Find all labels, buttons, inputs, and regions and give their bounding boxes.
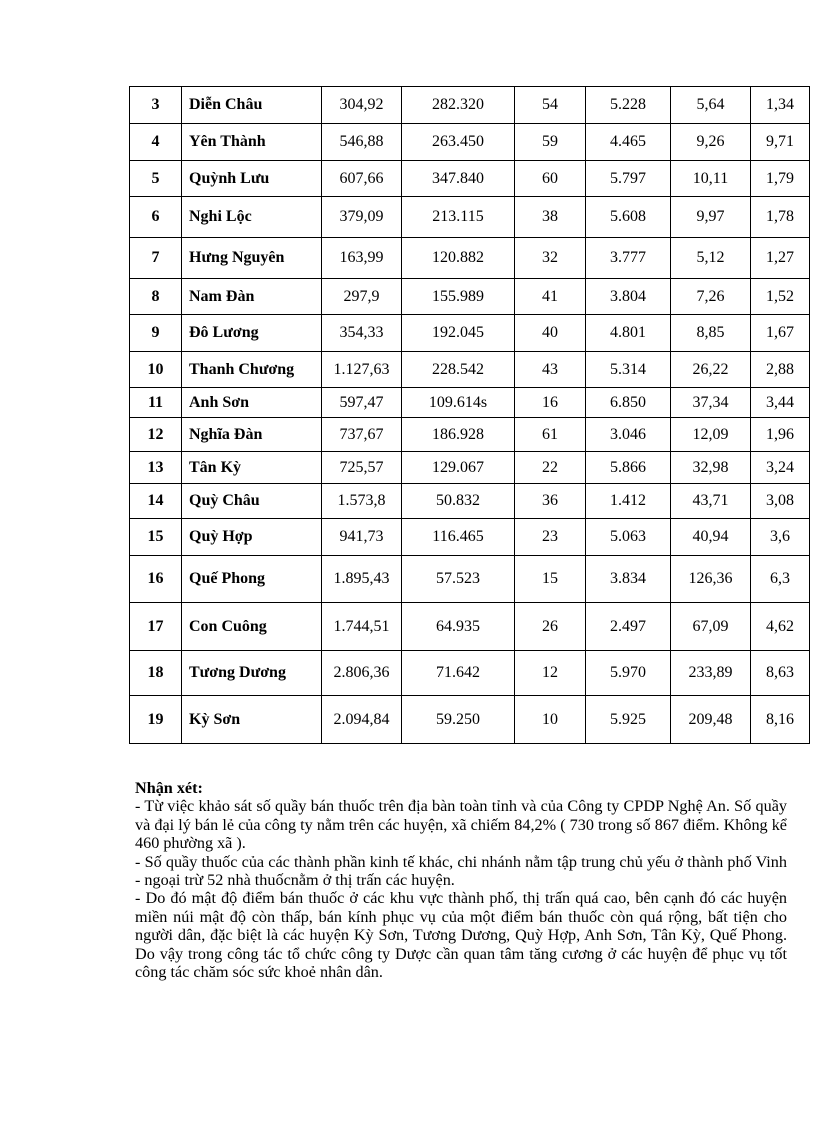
row-number: 4 — [130, 124, 182, 161]
row-number: 19 — [130, 696, 182, 744]
area-cell: 2.094,84 — [322, 696, 402, 744]
table-row — [130, 124, 810, 161]
area-cell: 597,47 — [322, 388, 402, 418]
district-name: Thanh Chương — [182, 352, 322, 388]
area-cell: 2.806,36 — [322, 651, 402, 696]
service-radius-cell: 1,78 — [751, 197, 810, 238]
row-number: 13 — [130, 452, 182, 484]
population-cell: 59.250 — [402, 696, 515, 744]
people-per-outlet-cell: 3.777 — [586, 238, 671, 279]
row-number: 11 — [130, 388, 182, 418]
people-per-outlet-cell: 4.801 — [586, 315, 671, 352]
population-cell: 213.115 — [402, 197, 515, 238]
area-per-outlet-cell: 126,36 — [671, 556, 751, 603]
area-per-outlet-cell: 10,11 — [671, 161, 751, 197]
area-cell: 546,88 — [322, 124, 402, 161]
area-cell: 941,73 — [322, 519, 402, 556]
area-per-outlet-cell: 32,98 — [671, 452, 751, 484]
area-per-outlet-cell: 43,71 — [671, 484, 751, 519]
district-name: Tương Dương — [182, 651, 322, 696]
people-per-outlet-cell: 2.497 — [586, 603, 671, 651]
row-number: 7 — [130, 238, 182, 279]
people-per-outlet-cell: 3.834 — [586, 556, 671, 603]
outlet-count-cell: 59 — [515, 124, 586, 161]
people-per-outlet-cell: 5.228 — [586, 87, 671, 124]
district-name: Nam Đàn — [182, 279, 322, 315]
district-name: Nghĩa Đàn — [182, 418, 322, 452]
service-radius-cell: 1,27 — [751, 238, 810, 279]
people-per-outlet-cell: 5.925 — [586, 696, 671, 744]
district-name: Quỳnh Lưu — [182, 161, 322, 197]
area-cell: 163,99 — [322, 238, 402, 279]
table-row — [130, 315, 810, 352]
population-cell: 263.450 — [402, 124, 515, 161]
row-number: 14 — [130, 484, 182, 519]
people-per-outlet-cell: 3.804 — [586, 279, 671, 315]
outlet-count-cell: 61 — [515, 418, 586, 452]
area-cell: 304,92 — [322, 87, 402, 124]
population-cell: 155.989 — [402, 279, 515, 315]
area-per-outlet-cell: 7,26 — [671, 279, 751, 315]
population-cell: 228.542 — [402, 352, 515, 388]
area-per-outlet-cell: 5,12 — [671, 238, 751, 279]
service-radius-cell: 1,79 — [751, 161, 810, 197]
district-name: Kỳ Sơn — [182, 696, 322, 744]
outlet-count-cell: 43 — [515, 352, 586, 388]
table-row — [130, 603, 810, 651]
people-per-outlet-cell: 5.063 — [586, 519, 671, 556]
table-row — [130, 651, 810, 696]
area-cell: 354,33 — [322, 315, 402, 352]
area-per-outlet-cell: 37,34 — [671, 388, 751, 418]
table-row — [130, 87, 810, 124]
row-number: 16 — [130, 556, 182, 603]
people-per-outlet-cell: 3.046 — [586, 418, 671, 452]
table-row — [130, 161, 810, 197]
row-number: 6 — [130, 197, 182, 238]
district-name: Quỳ Hợp — [182, 519, 322, 556]
district-name: Hưng Nguyên — [182, 238, 322, 279]
table-row — [130, 352, 810, 388]
row-number: 8 — [130, 279, 182, 315]
outlet-count-cell: 16 — [515, 388, 586, 418]
population-cell: 57.523 — [402, 556, 515, 603]
district-name: Tân Kỳ — [182, 452, 322, 484]
population-cell: 116.465 — [402, 519, 515, 556]
people-per-outlet-cell: 5.970 — [586, 651, 671, 696]
area-per-outlet-cell: 12,09 — [671, 418, 751, 452]
people-per-outlet-cell: 1.412 — [586, 484, 671, 519]
outlet-count-cell: 23 — [515, 519, 586, 556]
people-per-outlet-cell: 4.465 — [586, 124, 671, 161]
service-radius-cell: 3,24 — [751, 452, 810, 484]
table-row — [130, 519, 810, 556]
area-per-outlet-cell: 5,64 — [671, 87, 751, 124]
remarks-section — [135, 779, 787, 981]
district-name: Anh Sơn — [182, 388, 322, 418]
outlet-count-cell: 36 — [515, 484, 586, 519]
service-radius-cell: 9,71 — [751, 124, 810, 161]
table-row — [130, 484, 810, 519]
service-radius-cell: 2,88 — [751, 352, 810, 388]
population-cell: 347.840 — [402, 161, 515, 197]
row-number: 15 — [130, 519, 182, 556]
outlet-count-cell: 15 — [515, 556, 586, 603]
people-per-outlet-cell: 5.797 — [586, 161, 671, 197]
row-number: 3 — [130, 87, 182, 124]
table-row — [130, 238, 810, 279]
outlet-count-cell: 60 — [515, 161, 586, 197]
population-cell: 71.642 — [402, 651, 515, 696]
row-number: 5 — [130, 161, 182, 197]
people-per-outlet-cell: 5.608 — [586, 197, 671, 238]
table-row — [130, 418, 810, 452]
outlet-count-cell: 12 — [515, 651, 586, 696]
area-cell: 737,67 — [322, 418, 402, 452]
area-cell: 607,66 — [322, 161, 402, 197]
row-number: 18 — [130, 651, 182, 696]
service-radius-cell: 3,08 — [751, 484, 810, 519]
remarks-paragraph: - Số quầy thuốc của các thành phần kinh tế khác, chi nhánh nằm tập trung chủ yếu ở thành phố Vinh - ngoại trừ 52 nhà thuốcnằm ở thị trấn các huyện. — [135, 852, 787, 890]
district-name: Con Cuông — [182, 603, 322, 651]
area-per-outlet-cell: 8,85 — [671, 315, 751, 352]
area-per-outlet-cell: 233,89 — [671, 651, 751, 696]
outlet-count-cell: 26 — [515, 603, 586, 651]
table-row — [130, 452, 810, 484]
row-number: 10 — [130, 352, 182, 388]
outlet-count-cell: 54 — [515, 87, 586, 124]
service-radius-cell: 8,16 — [751, 696, 810, 744]
outlet-count-cell: 38 — [515, 197, 586, 238]
outlet-count-cell: 41 — [515, 279, 586, 315]
area-per-outlet-cell: 67,09 — [671, 603, 751, 651]
area-cell: 1.895,43 — [322, 556, 402, 603]
service-radius-cell: 3,44 — [751, 388, 810, 418]
row-number: 17 — [130, 603, 182, 651]
outlet-count-cell: 10 — [515, 696, 586, 744]
area-per-outlet-cell: 40,94 — [671, 519, 751, 556]
people-per-outlet-cell: 6.850 — [586, 388, 671, 418]
service-radius-cell: 1,52 — [751, 279, 810, 315]
population-cell: 129.067 — [402, 452, 515, 484]
district-name: Diễn Châu — [182, 87, 322, 124]
district-pharmacy-table — [129, 86, 810, 744]
row-number: 12 — [130, 418, 182, 452]
district-name: Nghi Lộc — [182, 197, 322, 238]
table-row — [130, 279, 810, 315]
outlet-count-cell: 40 — [515, 315, 586, 352]
area-per-outlet-cell: 9,26 — [671, 124, 751, 161]
area-cell: 379,09 — [322, 197, 402, 238]
population-cell: 109.614s — [402, 388, 515, 418]
population-cell: 64.935 — [402, 603, 515, 651]
population-cell: 282.320 — [402, 87, 515, 124]
population-cell: 192.045 — [402, 315, 515, 352]
remarks-title: Nhận xét: — [135, 779, 203, 797]
area-per-outlet-cell: 9,97 — [671, 197, 751, 238]
service-radius-cell: 4,62 — [751, 603, 810, 651]
area-per-outlet-cell: 209,48 — [671, 696, 751, 744]
population-cell: 120.882 — [402, 238, 515, 279]
remarks-paragraph: - Từ việc khảo sát số quầy bán thuốc trên địa bàn toàn tỉnh và của Công ty CPDP Nghệ An. Số quầy và đại lý bán lẻ của công ty nằm trên các huyện, xã chiếm 84,2% ( 730 trong số 867 điểm. Không kể 460 phường xã ). — [135, 797, 787, 853]
service-radius-cell: 8,63 — [751, 651, 810, 696]
area-cell: 297,9 — [322, 279, 402, 315]
district-name: Yên Thành — [182, 124, 322, 161]
area-cell: 1.127,63 — [322, 352, 402, 388]
district-name: Quỳ Châu — [182, 484, 322, 519]
people-per-outlet-cell: 5.314 — [586, 352, 671, 388]
service-radius-cell: 1,96 — [751, 418, 810, 452]
area-cell: 1.573,8 — [322, 484, 402, 519]
service-radius-cell: 1,34 — [751, 87, 810, 124]
people-per-outlet-cell: 5.866 — [586, 452, 671, 484]
outlet-count-cell: 22 — [515, 452, 586, 484]
remarks-paragraph: - Do đó mật độ điểm bán thuốc ở các khu vực thành phố, thị trấn quá cao, bên cạnh đó các huyện miền núi mật độ còn thấp, bán kính phục vụ của một điểm bán thuốc còn quá rộng, bất tiện cho người dân, đặc biệt là các huyện Kỳ Sơn, Tương Dương, Quỳ Hợp, Anh Sơn, Tân Kỳ, Quế Phong. Do vậy trong công tác tổ chức công ty Dược cần quan tâm tăng cương ở các huyện để phục vụ tốt công tác chăm sóc sức khoẻ nhân dân. — [135, 889, 787, 982]
service-radius-cell: 1,67 — [751, 315, 810, 352]
service-radius-cell: 3,6 — [751, 519, 810, 556]
table-row — [130, 556, 810, 603]
population-cell: 186.928 — [402, 418, 515, 452]
table-row — [130, 696, 810, 744]
table-row — [130, 388, 810, 418]
service-radius-cell: 6,3 — [751, 556, 810, 603]
area-cell: 1.744,51 — [322, 603, 402, 651]
area-per-outlet-cell: 26,22 — [671, 352, 751, 388]
row-number: 9 — [130, 315, 182, 352]
district-name: Quế Phong — [182, 556, 322, 603]
outlet-count-cell: 32 — [515, 238, 586, 279]
population-cell: 50.832 — [402, 484, 515, 519]
district-name: Đô Lương — [182, 315, 322, 352]
area-cell: 725,57 — [322, 452, 402, 484]
table-row — [130, 197, 810, 238]
